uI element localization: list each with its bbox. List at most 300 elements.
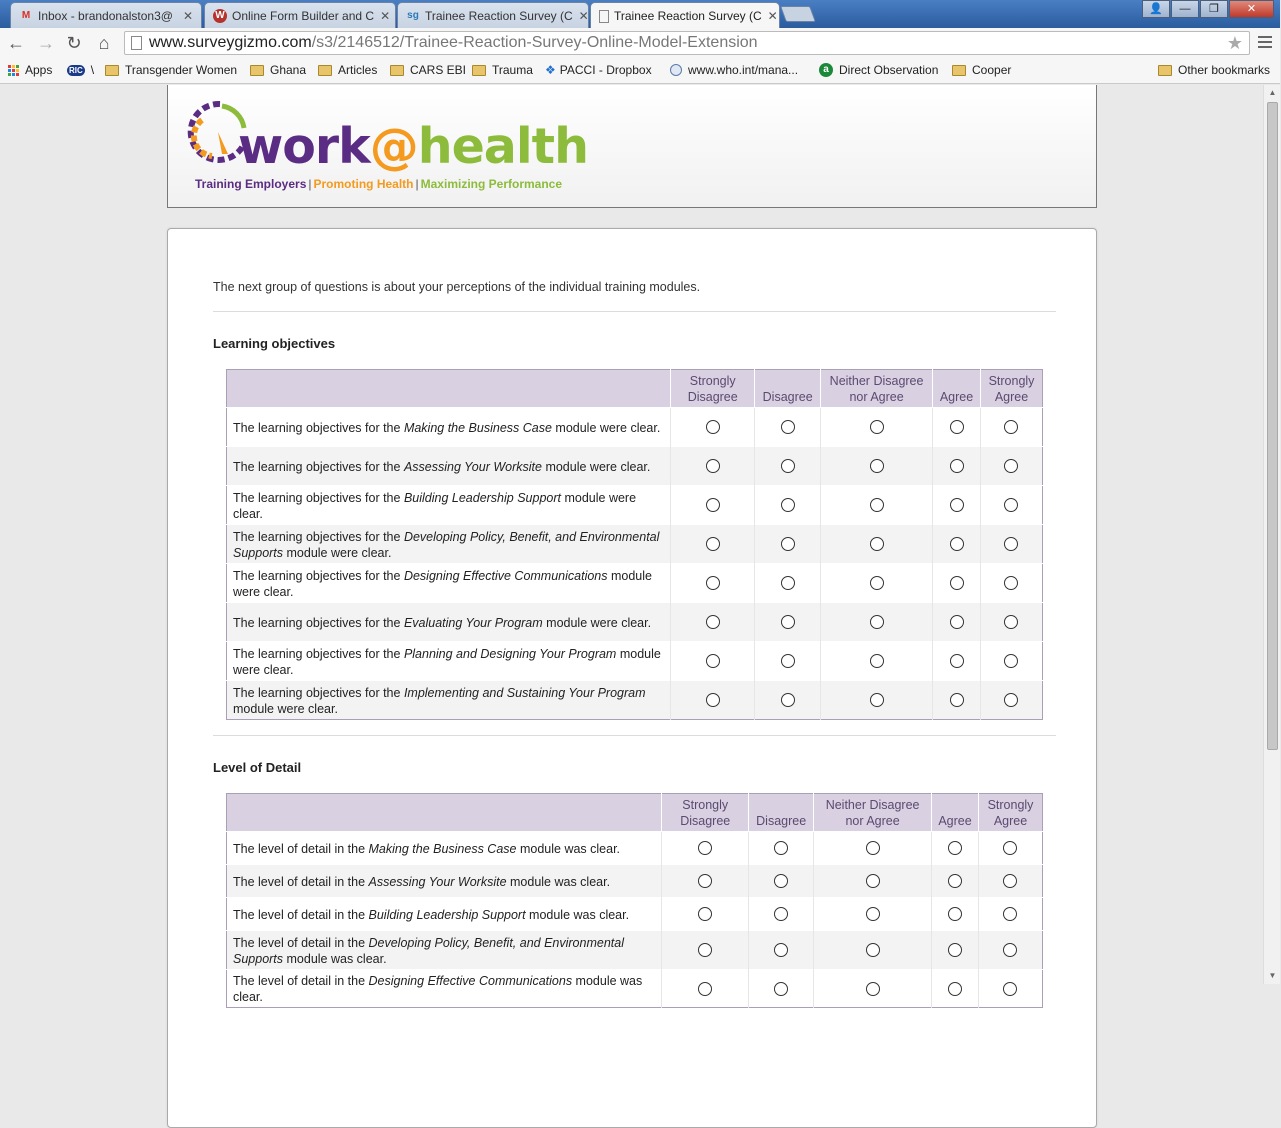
row-label — [227, 681, 671, 720]
table-row — [227, 525, 1043, 564]
tab-label: Trainee Reaction Survey (C — [425, 8, 573, 23]
column-header: Disagree — [755, 370, 821, 408]
bookmark-label: Apps — [25, 63, 53, 77]
radio-cell[interactable] — [933, 564, 981, 603]
radio-cell[interactable] — [980, 564, 1042, 603]
bookmark-label: www.who.int/mana... — [688, 63, 799, 77]
radio-button[interactable] — [1004, 498, 1018, 512]
radio-button[interactable] — [706, 420, 720, 434]
radio-cell[interactable] — [671, 603, 755, 642]
logo-wordmark — [238, 118, 588, 175]
radio-cell[interactable] — [933, 408, 981, 447]
row-text: The learning objectives for the — [233, 420, 404, 435]
row-text: The learning objectives for the — [233, 615, 404, 630]
tab-surveygizmo[interactable] — [397, 2, 589, 28]
radio-button[interactable] — [950, 498, 964, 512]
close-icon[interactable]: ✕ — [578, 8, 589, 23]
table-row — [227, 865, 1043, 898]
radio-cell[interactable] — [755, 564, 821, 603]
grid-body — [227, 832, 1043, 1008]
module-name: Making the Business Case — [368, 841, 517, 856]
row-text: The learning objectives for the — [233, 459, 404, 474]
column-header: Disagree — [749, 794, 814, 832]
row-label — [227, 525, 671, 564]
radio-button[interactable] — [1004, 576, 1018, 590]
radio-button[interactable] — [870, 537, 884, 551]
radio-button[interactable] — [774, 841, 788, 855]
radio-cell[interactable] — [671, 486, 755, 525]
radio-button[interactable] — [866, 874, 880, 888]
folder-icon — [250, 65, 264, 76]
radio-button[interactable] — [950, 576, 964, 590]
likert-grid-level-of-detail — [226, 793, 1043, 1008]
radio-cell[interactable] — [662, 832, 749, 865]
green-a-icon: a — [819, 63, 833, 77]
radio-cell[interactable] — [821, 642, 933, 681]
row-label — [227, 564, 671, 603]
home-icon[interactable]: ⌂ — [98, 33, 110, 53]
radio-cell[interactable] — [821, 447, 933, 486]
row-text: module was clear. — [283, 951, 387, 966]
tab-label: Trainee Reaction Survey (C — [614, 9, 762, 23]
radio-cell[interactable] — [755, 486, 821, 525]
radio-cell[interactable] — [932, 970, 979, 1008]
radio-button[interactable] — [781, 537, 795, 551]
logo-tagline — [195, 177, 562, 191]
row-label — [227, 447, 671, 486]
logo-health-text: health — [417, 118, 588, 175]
row-text: module were clear. — [551, 420, 661, 435]
bookmark-label: Transgender Women — [125, 63, 238, 77]
vertical-scrollbar[interactable] — [1263, 85, 1280, 984]
radio-cell[interactable] — [980, 525, 1042, 564]
radio-cell[interactable] — [980, 486, 1042, 525]
radio-button[interactable] — [866, 907, 880, 921]
radio-button[interactable] — [774, 874, 788, 888]
radio-cell[interactable] — [821, 408, 933, 447]
row-text: module were clear. — [283, 545, 392, 560]
row-label — [227, 865, 662, 898]
row-text: The learning objectives for the — [233, 529, 404, 544]
workhealth-logo — [182, 98, 588, 198]
bookmark-label: Articles — [338, 63, 378, 77]
other-bookmarks[interactable] — [1158, 63, 1270, 77]
radio-button[interactable] — [706, 576, 720, 590]
table-row — [227, 603, 1043, 642]
radio-cell[interactable] — [933, 525, 981, 564]
maximize-button[interactable]: ❐ — [1200, 0, 1228, 18]
radio-cell[interactable] — [671, 642, 755, 681]
radio-cell[interactable] — [980, 642, 1042, 681]
radio-cell[interactable] — [821, 525, 933, 564]
bookmark-label: Direct Observation — [839, 63, 939, 77]
bookmark-cooper[interactable] — [952, 63, 1011, 77]
radio-cell[interactable] — [755, 642, 821, 681]
bookmark-star-icon[interactable]: ★ — [1226, 33, 1243, 53]
row-text: The level of detail in the — [233, 935, 369, 950]
bookmark-direct-observation[interactable] — [819, 63, 938, 77]
question-title: Learning objectives — [213, 336, 336, 351]
bookmark-who[interactable] — [670, 63, 798, 77]
radio-cell[interactable] — [980, 603, 1042, 642]
radio-button[interactable] — [870, 498, 884, 512]
radio-cell[interactable] — [662, 865, 749, 898]
surveygizmo-icon: sg — [407, 10, 419, 21]
radio-button[interactable] — [870, 576, 884, 590]
survey-card — [167, 228, 1097, 1128]
bookmark-label: \ — [90, 63, 95, 77]
radio-cell[interactable] — [749, 970, 814, 1008]
row-text: module was clear. — [516, 841, 621, 856]
folder-icon — [1158, 65, 1172, 76]
radio-cell[interactable] — [749, 832, 814, 865]
radio-cell[interactable] — [814, 898, 932, 931]
tab-survey-active[interactable] — [590, 2, 780, 29]
radio-cell[interactable] — [755, 525, 821, 564]
tagline-maximizing: Maximizing Performance — [420, 177, 563, 191]
radio-cell[interactable] — [980, 408, 1042, 447]
divider — [213, 735, 1056, 736]
table-row — [227, 832, 1043, 865]
radio-button[interactable] — [781, 420, 795, 434]
radio-cell[interactable] — [978, 865, 1042, 898]
scroll-down-icon[interactable]: ▼ — [1268, 971, 1277, 980]
radio-button[interactable] — [948, 907, 962, 921]
menu-icon[interactable] — [1258, 36, 1272, 51]
grid-corner — [227, 370, 671, 408]
radio-button[interactable] — [950, 615, 964, 629]
radio-button[interactable] — [948, 874, 962, 888]
row-text: The learning objectives for the — [233, 646, 404, 661]
tab-gmail[interactable] — [10, 2, 202, 28]
url-path: /s3/2146512/Trainee-Reaction-Survey-Online-Model-Extension — [311, 34, 758, 51]
radio-cell[interactable] — [671, 408, 755, 447]
radio-button[interactable] — [870, 420, 884, 434]
radio-cell[interactable] — [933, 642, 981, 681]
radio-cell[interactable] — [662, 931, 749, 970]
column-header: Agree — [933, 370, 981, 408]
radio-button[interactable] — [950, 654, 964, 668]
radio-button[interactable] — [870, 615, 884, 629]
column-header: Neither Disagree nor Agree — [821, 370, 933, 408]
radio-cell[interactable] — [933, 681, 981, 720]
back-icon[interactable]: ← — [7, 33, 25, 53]
radio-button[interactable] — [781, 576, 795, 590]
table-row — [227, 642, 1043, 681]
row-label — [227, 408, 671, 447]
close-icon[interactable]: ✕ — [380, 8, 391, 23]
radio-cell[interactable] — [978, 970, 1042, 1008]
row-text: The level of detail in the — [233, 974, 369, 988]
bookmark-apps[interactable] — [8, 63, 52, 77]
radio-cell[interactable] — [814, 970, 932, 1008]
radio-cell[interactable] — [814, 832, 932, 865]
divider — [213, 311, 1056, 312]
module-name: Implementing and Sustaining Your Program — [403, 685, 646, 700]
bookmark-label: PACCI - Dropbox — [559, 63, 652, 77]
radio-button[interactable] — [1004, 420, 1018, 434]
radio-button[interactable] — [706, 498, 720, 512]
column-header: Strongly Agree — [980, 370, 1042, 408]
intro-text: The next group of questions is about your perceptions of the individual training modules. — [213, 280, 701, 294]
table-row — [227, 564, 1043, 603]
row-label — [227, 832, 662, 865]
radio-button[interactable] — [698, 874, 712, 888]
tagline-training: Training Employers — [195, 177, 307, 191]
folder-icon — [105, 65, 119, 76]
radio-button[interactable] — [866, 982, 880, 996]
minimize-button[interactable]: — — [1171, 0, 1199, 18]
radio-cell[interactable] — [662, 898, 749, 931]
page-icon — [131, 36, 142, 50]
close-icon[interactable]: ✕ — [767, 9, 778, 23]
radio-button[interactable] — [774, 943, 788, 957]
bookmark-pacci-dropbox[interactable] — [545, 63, 652, 77]
radio-button[interactable] — [706, 693, 720, 707]
scroll-up-icon[interactable]: ▲ — [1268, 88, 1277, 97]
module-name: Developing Policy, Benefit, and Environmental Supports — [233, 529, 660, 560]
radio-cell[interactable] — [933, 447, 981, 486]
radio-button[interactable] — [1003, 841, 1017, 855]
radio-cell[interactable] — [932, 931, 979, 970]
module-name: Planning and Designing Your Program — [403, 646, 617, 661]
logo-work-text: work — [238, 118, 370, 175]
radio-button[interactable] — [948, 943, 962, 957]
row-text: The learning objectives for the — [233, 490, 404, 505]
radio-cell[interactable] — [933, 603, 981, 642]
folder-icon — [318, 65, 332, 76]
radio-button[interactable] — [1004, 654, 1018, 668]
tagline-separator: | — [415, 177, 419, 191]
row-label — [227, 898, 662, 931]
radio-button[interactable] — [950, 537, 964, 551]
radio-cell[interactable] — [933, 486, 981, 525]
radio-cell[interactable] — [814, 931, 932, 970]
radio-button[interactable] — [706, 537, 720, 551]
module-name: Designing Effective Communications — [403, 568, 608, 583]
column-header: Neither Disagree nor Agree — [814, 794, 932, 832]
browser-toolbar — [0, 28, 1280, 58]
row-text: module was clear. — [525, 907, 630, 922]
scrollbar-thumb[interactable] — [1267, 102, 1278, 750]
reload-icon[interactable]: ↻ — [66, 33, 82, 53]
bookmark-label: Ghana — [270, 63, 307, 77]
address-bar[interactable] — [124, 31, 1250, 55]
radio-button[interactable] — [1004, 693, 1018, 707]
grid-header-row — [227, 794, 1043, 832]
radio-cell[interactable] — [821, 681, 933, 720]
radio-button[interactable] — [698, 982, 712, 996]
table-row — [227, 486, 1043, 525]
radio-button[interactable] — [781, 459, 795, 473]
row-text: The learning objectives for the — [233, 685, 404, 700]
radio-button[interactable] — [698, 907, 712, 921]
radio-cell[interactable] — [814, 865, 932, 898]
radio-cell[interactable] — [821, 603, 933, 642]
page-viewport — [0, 85, 1263, 1004]
dropbox-icon: ❖ — [545, 63, 556, 77]
radio-cell[interactable] — [932, 832, 979, 865]
row-text: The level of detail in the — [233, 874, 369, 889]
tab-strip — [0, 0, 1280, 28]
row-text: module were clear. — [233, 568, 652, 599]
tab-label: Inbox - brandonalston3@ — [38, 8, 173, 23]
close-icon[interactable]: ✕ — [182, 8, 193, 23]
bookmark-label: Trauma — [492, 63, 533, 77]
radio-button[interactable] — [866, 943, 880, 957]
radio-cell[interactable] — [671, 447, 755, 486]
gmail-icon: M — [21, 10, 31, 21]
radio-cell[interactable] — [671, 681, 755, 720]
radio-cell[interactable] — [662, 970, 749, 1008]
radio-cell[interactable] — [821, 486, 933, 525]
radio-button[interactable] — [948, 841, 962, 855]
logo-at-text: @ — [369, 118, 418, 175]
column-header: Strongly Disagree — [671, 370, 755, 408]
bookmarks-bar — [0, 58, 1280, 84]
forward-icon[interactable]: → — [37, 33, 55, 53]
radio-cell[interactable] — [932, 898, 979, 931]
row-text: module was clear. — [233, 974, 643, 1004]
folder-icon — [952, 65, 966, 76]
new-tab-button[interactable] — [780, 6, 816, 22]
radio-cell[interactable] — [755, 447, 821, 486]
other-bookmarks-label: Other bookmarks — [1178, 63, 1271, 77]
bookmark-articles[interactable] — [318, 63, 377, 77]
module-name: Assessing Your Worksite — [368, 874, 507, 889]
bookmark-trauma[interactable] — [472, 63, 533, 77]
radio-cell[interactable] — [749, 931, 814, 970]
radio-cell[interactable] — [980, 681, 1042, 720]
radio-button[interactable] — [870, 693, 884, 707]
radio-cell[interactable] — [980, 447, 1042, 486]
bookmark-cars-ebi[interactable] — [390, 63, 466, 77]
radio-button[interactable] — [706, 615, 720, 629]
radio-button[interactable] — [706, 459, 720, 473]
question-title: Level of Detail — [213, 760, 302, 775]
radio-button[interactable] — [1003, 907, 1017, 921]
module-name: Building Leadership Support — [403, 490, 561, 505]
radio-cell[interactable] — [978, 898, 1042, 931]
table-row — [227, 970, 1043, 1008]
row-text: module were clear. — [541, 459, 651, 474]
radio-button[interactable] — [781, 693, 795, 707]
radio-cell[interactable] — [755, 408, 821, 447]
radio-button[interactable] — [950, 693, 964, 707]
radio-button[interactable] — [950, 420, 964, 434]
radio-cell[interactable] — [978, 832, 1042, 865]
module-name: Designing Effective Communications — [368, 974, 573, 988]
survey-header — [167, 85, 1097, 208]
row-label — [227, 970, 662, 1008]
radio-button[interactable] — [781, 498, 795, 512]
module-name: Making the Business Case — [403, 420, 552, 435]
apps-icon — [8, 65, 19, 76]
radio-button[interactable] — [1004, 537, 1018, 551]
bookmark-ric[interactable] — [67, 63, 94, 77]
radio-button[interactable] — [1004, 459, 1018, 473]
module-name: Building Leadership Support — [368, 907, 526, 922]
radio-button[interactable] — [774, 907, 788, 921]
radio-button[interactable] — [950, 459, 964, 473]
radio-button[interactable] — [698, 943, 712, 957]
table-row — [227, 931, 1043, 970]
row-text: module were clear. — [542, 615, 652, 630]
tab-wufoo[interactable] — [204, 2, 396, 28]
row-text: The learning objectives for the — [233, 568, 404, 583]
radio-button[interactable] — [866, 841, 880, 855]
table-row — [227, 681, 1043, 720]
radio-button[interactable] — [870, 459, 884, 473]
radio-button[interactable] — [698, 841, 712, 855]
module-name: Assessing Your Worksite — [403, 459, 542, 474]
radio-button[interactable] — [774, 982, 788, 996]
radio-cell[interactable] — [671, 525, 755, 564]
row-label — [227, 642, 671, 681]
folder-icon — [472, 65, 486, 76]
tagline-promoting: Promoting Health — [313, 177, 414, 191]
radio-button[interactable] — [1004, 615, 1018, 629]
radio-cell[interactable] — [821, 564, 933, 603]
folder-icon — [390, 65, 404, 76]
grid-body — [227, 408, 1043, 720]
row-text: The level of detail in the — [233, 907, 369, 922]
tagline-separator: | — [308, 177, 312, 191]
profile-icon[interactable]: 👤 — [1142, 0, 1170, 18]
row-text: module were clear. — [233, 646, 661, 677]
radio-cell[interactable] — [749, 898, 814, 931]
grid-header-row — [227, 370, 1043, 408]
table-row — [227, 447, 1043, 486]
radio-cell[interactable] — [671, 564, 755, 603]
radio-button[interactable] — [1003, 943, 1017, 957]
column-header: Strongly Disagree — [662, 794, 749, 832]
radio-button[interactable] — [870, 654, 884, 668]
row-text: module was clear. — [506, 874, 611, 889]
radio-cell[interactable] — [755, 681, 821, 720]
radio-cell[interactable] — [755, 603, 821, 642]
radio-button[interactable] — [781, 654, 795, 668]
row-text: module were clear. — [233, 490, 637, 521]
radio-button[interactable] — [948, 982, 962, 996]
column-header: Strongly Agree — [978, 794, 1042, 832]
row-text: module were clear. — [233, 701, 338, 716]
globe-icon — [670, 64, 682, 76]
radio-button[interactable] — [706, 654, 720, 668]
likert-grid-learning-objectives — [226, 369, 1043, 720]
table-row — [227, 408, 1043, 447]
ric-icon: RIC — [69, 65, 83, 75]
radio-cell[interactable] — [978, 931, 1042, 970]
page-icon — [599, 10, 609, 23]
column-header: Agree — [932, 794, 979, 832]
row-label — [227, 931, 662, 970]
bookmark-ghana[interactable] — [250, 63, 306, 77]
window-close-button[interactable]: ✕ — [1229, 0, 1274, 18]
radio-cell[interactable] — [749, 865, 814, 898]
module-name: Developing Policy, Benefit, and Environmental Supports — [233, 935, 624, 966]
module-name: Evaluating Your Program — [403, 615, 543, 630]
row-label — [227, 486, 671, 525]
row-label — [227, 603, 671, 642]
bookmark-transgender-women[interactable] — [105, 63, 237, 77]
window-controls — [1141, 0, 1274, 18]
radio-button[interactable] — [781, 615, 795, 629]
radio-button[interactable] — [1003, 874, 1017, 888]
table-row — [227, 898, 1043, 931]
radio-button[interactable] — [1003, 982, 1017, 996]
radio-cell[interactable] — [932, 865, 979, 898]
